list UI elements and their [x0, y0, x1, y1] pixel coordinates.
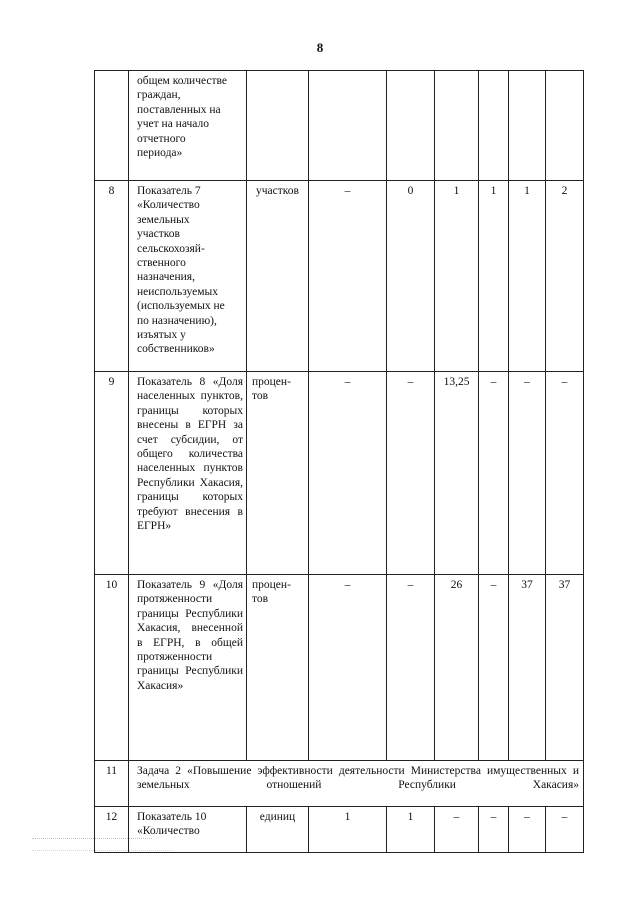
value-cell [435, 71, 479, 181]
table-row [95, 71, 584, 181]
table-row [95, 575, 584, 761]
value-cell: – [509, 807, 546, 853]
table-row [95, 372, 584, 575]
value-cell: – [479, 372, 509, 575]
value-cell: 37 [509, 575, 546, 761]
page-number: 8 [316, 40, 324, 55]
value-cell: 1 [509, 181, 546, 372]
unit-cell: участков [247, 181, 309, 372]
value-cell: – [387, 372, 435, 575]
row-number-cell: 8 [95, 181, 129, 372]
value-cell: – [387, 575, 435, 761]
value-cell [479, 71, 509, 181]
value-cell: – [479, 807, 509, 853]
scan-artifact [32, 850, 172, 857]
unit-cell: процен- тов [247, 575, 309, 761]
indicator-name-cell: Показатель 7 «Количество земельных участков сельскохозяй- ственного назначения, неиспользуемых (используемых не по назначению), изъятых у собственников» [129, 181, 247, 372]
value-cell [546, 71, 584, 181]
table-row [95, 807, 584, 853]
value-cell: 1 [387, 807, 435, 853]
unit-cell: единиц [247, 807, 309, 853]
value-cell: – [309, 181, 387, 372]
indicator-name-cell: Показатель 10 «Количество [129, 807, 247, 853]
value-cell: 2 [546, 181, 584, 372]
value-cell: 26 [435, 575, 479, 761]
indicator-name-cell: общем количестве граждан, поставленных на учет на начало отчетного периода» [129, 71, 247, 181]
value-cell [387, 71, 435, 181]
value-cell: – [509, 372, 546, 575]
value-cell: – [479, 575, 509, 761]
value-cell: – [546, 372, 584, 575]
value-cell: 1 [435, 181, 479, 372]
value-cell: 13,25 [435, 372, 479, 575]
task-description-cell: Задача 2 «Повышение эффективности деятельности Министерства имущественных и земельных отношений Республики Хакасия» [129, 761, 584, 807]
value-cell: – [546, 807, 584, 853]
scan-artifact [32, 838, 152, 845]
row-number-cell: 11 [95, 761, 129, 807]
unit-cell: процен- тов [247, 372, 309, 575]
row-number-cell [95, 71, 129, 181]
value-cell: – [435, 807, 479, 853]
value-cell [309, 71, 387, 181]
row-number-cell: 12 [95, 807, 129, 853]
value-cell: – [309, 372, 387, 575]
row-number-cell: 10 [95, 575, 129, 761]
row-number-cell: 9 [95, 372, 129, 575]
indicator-name-cell: Показатель 8 «Доля населенных пунктов, границы которых внесены в ЕГРН за счет субсидии, от общего количества населенных пунктов Республики Хакасия, границы которых требуют внесения в ЕГРН» [129, 372, 247, 575]
value-cell: 0 [387, 181, 435, 372]
task-row [95, 761, 584, 807]
unit-cell [247, 71, 309, 181]
indicators-table [94, 70, 584, 853]
table-row [95, 181, 584, 372]
value-cell: 1 [309, 807, 387, 853]
value-cell: – [309, 575, 387, 761]
indicator-name-cell: Показатель 9 «Доля протяженности границы Республики Хакасия, внесенной в ЕГРН, в общей протяженности границы Республики Хакасия» [129, 575, 247, 761]
value-cell [509, 71, 546, 181]
value-cell: 37 [546, 575, 584, 761]
value-cell: 1 [479, 181, 509, 372]
